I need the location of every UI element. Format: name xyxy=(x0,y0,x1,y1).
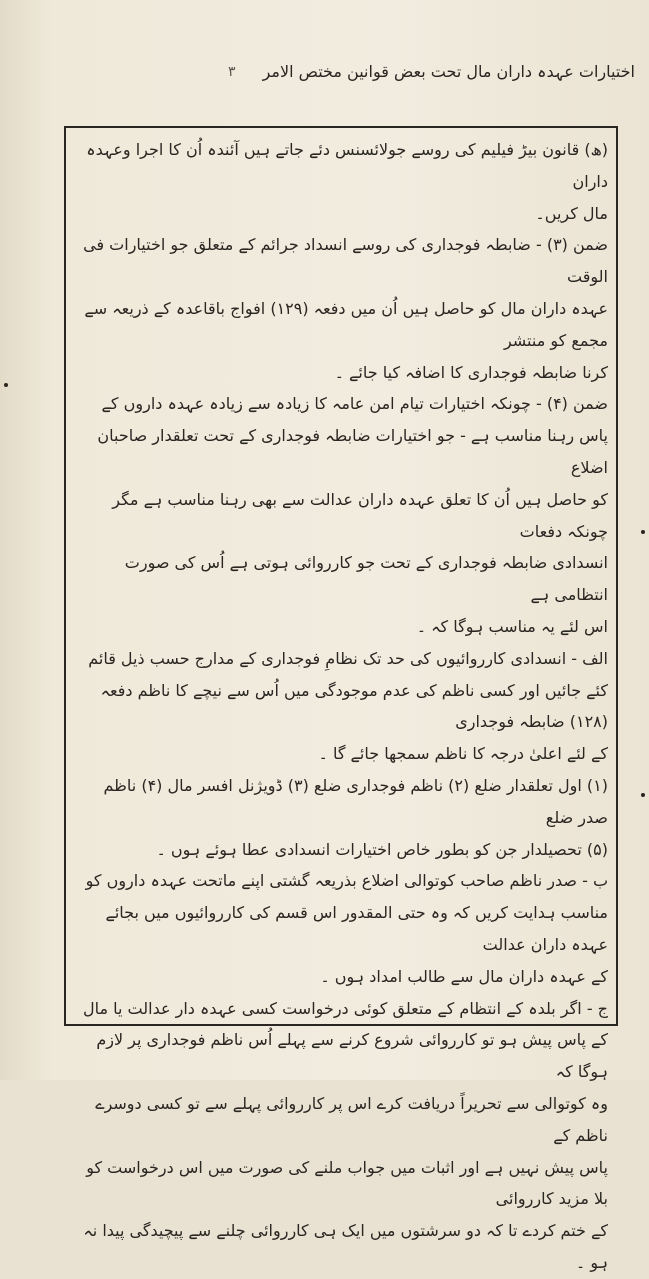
text-line: کرنا ضابطہ فوجداری کا اضافہ کیا جائے ۔ xyxy=(334,362,608,382)
text-line: مناسب ہدایت کریں کہ وہ حتی المقدور اس قسم کی کارروائیوں میں بجائے عہدہ داران عدالت xyxy=(105,903,608,954)
text-line: مال کریں۔ xyxy=(535,203,608,223)
scan-speck xyxy=(4,383,8,387)
text-line: ضمن (۴) - چونکہ اختیارات تیام امن عامہ کا زیادہ سے زیادہ عہدہ داروں کے xyxy=(101,394,608,414)
text-line: الف - انسدادی کارروائیوں کی حد تک نظامِ فوجداری کے مدارج حسب ذیل قائم xyxy=(88,648,608,668)
text-line: ب - صدر ناظم صاحب کوتوالی اضلاع بذریعہ گشتی اپنے ماتحت عہدہ داروں کو xyxy=(85,871,608,891)
text-line: انسدادی ضابطہ فوجداری کے تحت جو کارروائی ہوتی ہے اُس کی صورت انتظامی ہے xyxy=(124,553,608,605)
text-line: کے لئے اعلیٰ درجہ کا ناظم سمجھا جائے گا ۔ xyxy=(318,744,608,764)
text-line: عہدہ داران مال کو حاصل ہیں اُن میں دفعہ (۱۲۹) افواج باقاعدہ کے ذریعہ سے مجمع کو منتشر xyxy=(84,298,608,350)
text-line: کے پاس پیش ہو تو کارروائی شروع کرنے سے پہلے اُس ناظم فوجداری پر لازم ہوگا کہ xyxy=(96,1030,608,1082)
text-line: (۵) تحصیلدار جن کو بطور خاص اختیارات انسدادی عطا ہوئے ہوں ۔ xyxy=(156,839,608,859)
text-line: اس لئے یہ مناسب ہوگا کہ ۔ xyxy=(416,616,608,636)
text-line: کے عہدہ داران مال سے طالب امداد ہوں ۔ xyxy=(320,966,608,986)
text-line: ج - اگر بلدہ کے انتظام کے متعلق کوئی درخواست کسی عہدہ دار عدالت یا مال xyxy=(82,998,608,1018)
text-line: کئے جائیں اور کسی ناظم کی عدم موجودگی میں اُس سے نیچے کا ناظم دفعہ (۱۲۸) ضابطہ فوجداری xyxy=(100,680,608,732)
page-number: ۳ xyxy=(228,64,236,80)
text-line: کو حاصل ہیں اُن کا تعلق عہدہ داران عدالت سے بھی رہنا مناسب ہے مگر چونکہ دفعات xyxy=(112,489,608,541)
text-line: پاس پیش نہیں ہے اور اثبات میں جواب ملنے کی صورت میں اس درخواست کو بلا مزید کارروائی xyxy=(86,1157,608,1209)
document-body xyxy=(78,134,608,1272)
scan-speck xyxy=(641,793,645,797)
text-line: ضمن (۳) - ضابطہ فوجداری کی روسے انسداد جرائم کے متعلق جو اختیارات فی الوقت xyxy=(83,235,608,287)
text-line: وہ کوتوالی سے تحریراً دریافت کرے اس پر کارروائی پہلے سے تو کسی دوسرے ناظم کے xyxy=(95,1093,608,1145)
text-line: (۱) اول تعلقدار ضلع (۲) ناظم فوجداری ضلع (۳) ڈویژنل افسر مال (۴) ناظم صدر ضلع xyxy=(103,775,608,827)
text-line: (ھ) قانون بیڑ فیلیم کی روسے جولائسنس دئے جاتے ہیں آئندہ اُن کا اجرا وعہدہ داران xyxy=(86,140,608,191)
scan-speck xyxy=(641,530,645,534)
text-line: کے ختم کردے تا کہ دو سرشتوں میں ایک ہی کارروائی چلنے سے پیچیدگی پیدا نہ ہو ۔ xyxy=(83,1221,608,1272)
text-line: پاس رہنا مناسب ہے - جو اختیارات ضابطہ فوجداری کے تحت تعلقدار صاحبان اضلاع xyxy=(97,426,608,477)
page-header-title: اختیارات عہدہ داران مال تحت بعض قوانین مختص الامر xyxy=(262,62,635,81)
